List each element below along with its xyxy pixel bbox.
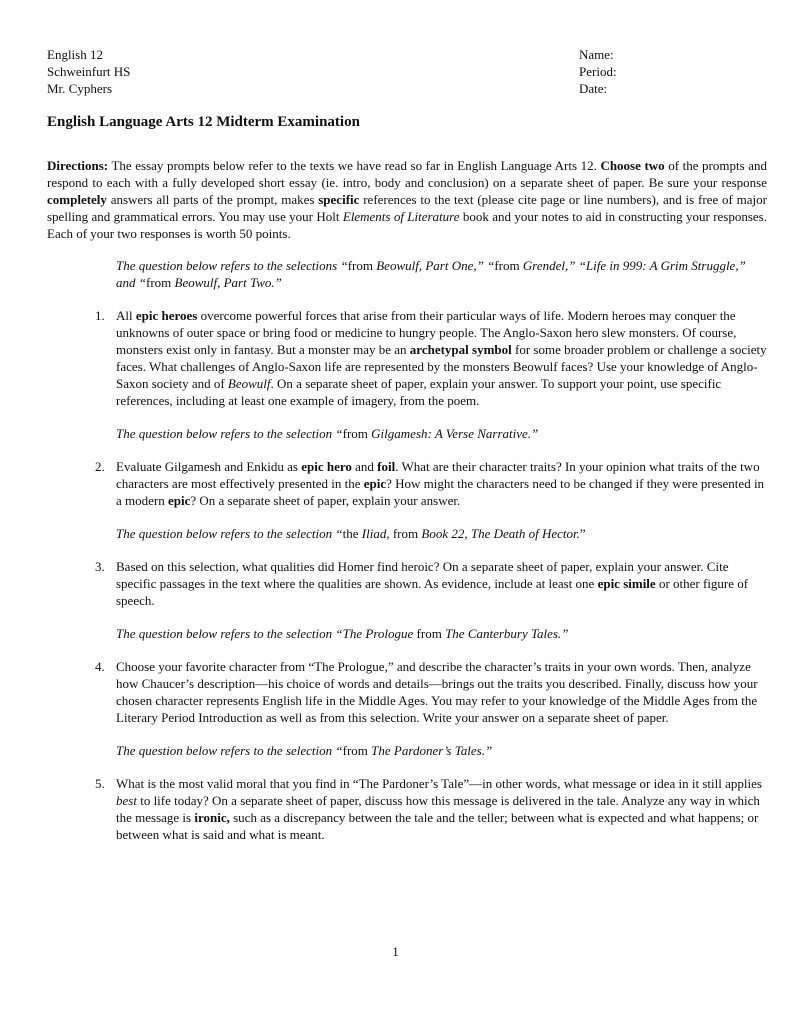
selection-note-3: The question below refers to the selection “the Iliad, from Book 22, The Death of Hector.”	[116, 526, 586, 541]
teacher-name: Mr. Cyphers	[47, 81, 112, 96]
emphasis-completely: completely	[47, 192, 107, 207]
selection-note-5: The question below refers to the selection “from The Pardoner’s Tales.”	[116, 743, 493, 758]
essay-prompt-4: 4. Choose your favorite character from “The Prologue,” and describe the character’s traits in your own words. Then, analyze how Chaucer’s description—his choice of words and details—brings out the traits you described. Finally, discuss how your chosen character represents English life in the Middle Ages. You may refer to your knowledge of the Middle Ages from the Literary Period Introduction as well as from this selection. Write your answer on a separate sheet of paper.	[95, 659, 758, 725]
date-label: Date:	[579, 81, 608, 96]
prompt-number: 5.	[95, 776, 105, 791]
name-label: Name:	[579, 47, 614, 62]
prompt-number: 2.	[95, 459, 105, 474]
course-info	[47, 46, 130, 97]
student-info-fields	[579, 46, 617, 97]
school-name: Schweinfurt HS	[47, 64, 131, 79]
essay-prompt-3: 3. Based on this selection, what qualities did Homer find heroic? On a separate sheet of paper, explain your answer. Cite specific passages in the text where the qualities are shown. As evidence, include at least one epic simile or other figure of speech.	[95, 559, 749, 608]
prompt-list	[47, 257, 767, 859]
essay-prompt-1: 1. All epic heroes overcome powerful forces that arise from their particular ways of life. Modern heroes may conquer the unknowns of outer space or bring food or medicine to hungry people. The Anglo-Saxon hero slew monsters. Of course, monsters exist only in fantasy. But a monster may be an archetypal symbol for some broader problem or challenge a society faces. What challenges of Anglo-Saxon life are represented by the monsters Beowulf faces? Use your knowledge of Anglo-Saxon society and of Beowulf. On a separate sheet of paper, explain your answer. To support your point, use specific references, including at least one example of imagery, from the poem.	[95, 308, 767, 408]
course-name: English 12	[47, 47, 103, 62]
directions-paragraph: Directions: The essay prompts below refer to the texts we have read so far in English Language Arts 12. Choose two of the prompts and respond to each with a fully developed short essay (ie. intro, body and conclusion) on a separate sheet of paper. Be sure your response completely answers all parts of the prompt, makes specific references to the text (please cite page or line numbers), and is free of major spelling and grammatical errors. You may use your Holt Elements of Literature book and your notes to aid in constructing your responses. Each of your two responses is worth 50 points.	[47, 158, 768, 241]
selection-note-4: The question below refers to the selection “The Prologue from The Canterbury Tales.”	[116, 626, 569, 641]
directions-label: Directions:	[47, 158, 109, 173]
selection-note-2: The question below refers to the selection “from Gilgamesh: A Verse Narrative.”	[116, 426, 539, 441]
emphasis-choose-two: Choose two	[600, 158, 665, 173]
period-label: Period:	[579, 64, 617, 79]
essay-prompt-2: 2. Evaluate Gilgamesh and Enkidu as epic hero and foil. What are their character traits? In your opinion what traits of the two characters are most effectively presented in the epic? How might the characters need to be changed if they were presented in a modern epic? On a separate sheet of paper, explain your answer.	[95, 459, 765, 508]
selection-note-1: The question below refers to the selections “from Beowulf, Part One,” “from Grendel,” “Life in 999: A Grim Struggle,” and “from Beowulf, Part Two.”	[116, 258, 746, 290]
prompt-number: 4.	[95, 659, 105, 674]
emphasis-specific: specific	[318, 192, 360, 207]
page-number: 1	[392, 944, 399, 959]
book-title: Elements of Literature	[342, 209, 460, 224]
prompt-number: 1.	[95, 308, 105, 323]
essay-prompt-5: 5. What is the most valid moral that you find in “The Pardoner’s Tale”—in other words, what message or idea in it still applies best to life today? On a separate sheet of paper, discuss how this message is delivered in the tale. Analyze any way in which the message is ironic, such as a discrepancy between the tale and the teller; between what is expected and what happens; or between what is said and what is meant.	[95, 776, 762, 842]
page-title: English Language Arts 12 Midterm Examination	[47, 114, 360, 130]
prompt-number: 3.	[95, 559, 105, 574]
